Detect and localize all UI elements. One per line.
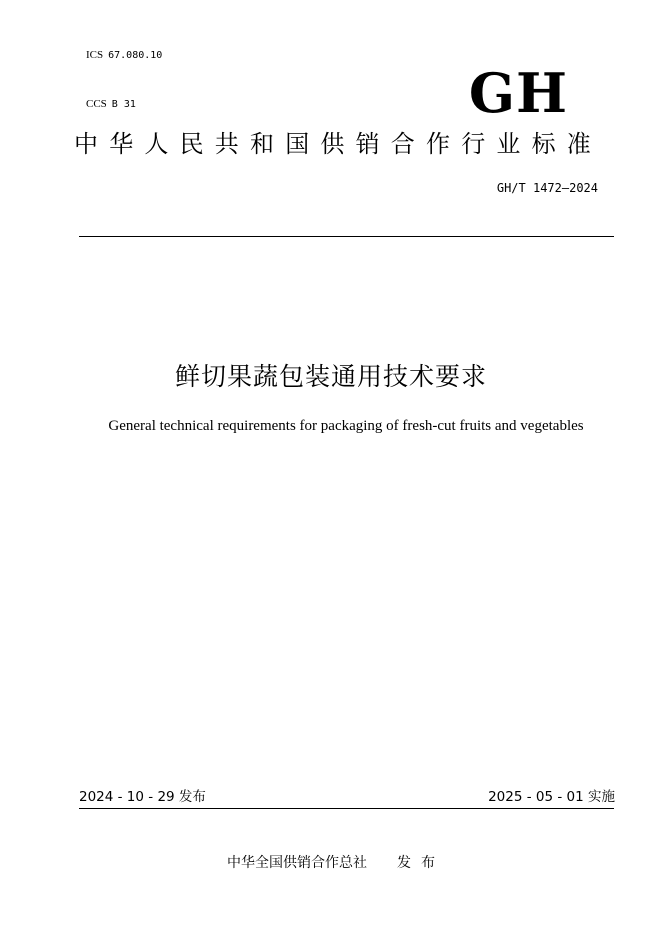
- document-title-en: General technical requirements for packaging of fresh-cut fruits and vegetables: [108, 418, 584, 434]
- footer-divider: [79, 808, 614, 809]
- publisher-name: 中华全国供销合作总社: [227, 855, 367, 871]
- ics-code: 67.080.10: [108, 50, 163, 61]
- standard-number: GH/T 1472—2024: [496, 181, 598, 195]
- ccs-row: [75, 80, 162, 129]
- publish-word: 发布: [397, 855, 445, 871]
- release-date: 2024 - 10 - 29 发布: [79, 789, 206, 805]
- classification-codes: [75, 31, 162, 129]
- ics-row: [75, 31, 162, 80]
- ccs-label: CCS: [86, 98, 107, 110]
- ccs-code: B 31: [111, 99, 136, 110]
- document-title-cn: 鲜切果蔬包装通用技术要求: [174, 362, 487, 391]
- issuer-title: 中华人民共和国供销合作行业标准: [74, 130, 602, 158]
- ics-label: ICS: [86, 49, 104, 61]
- header-divider: [79, 236, 614, 237]
- publisher-line: [227, 853, 445, 873]
- implementation-date: 2025 - 05 - 01 实施: [488, 789, 615, 805]
- gh-logo: GH: [468, 61, 568, 125]
